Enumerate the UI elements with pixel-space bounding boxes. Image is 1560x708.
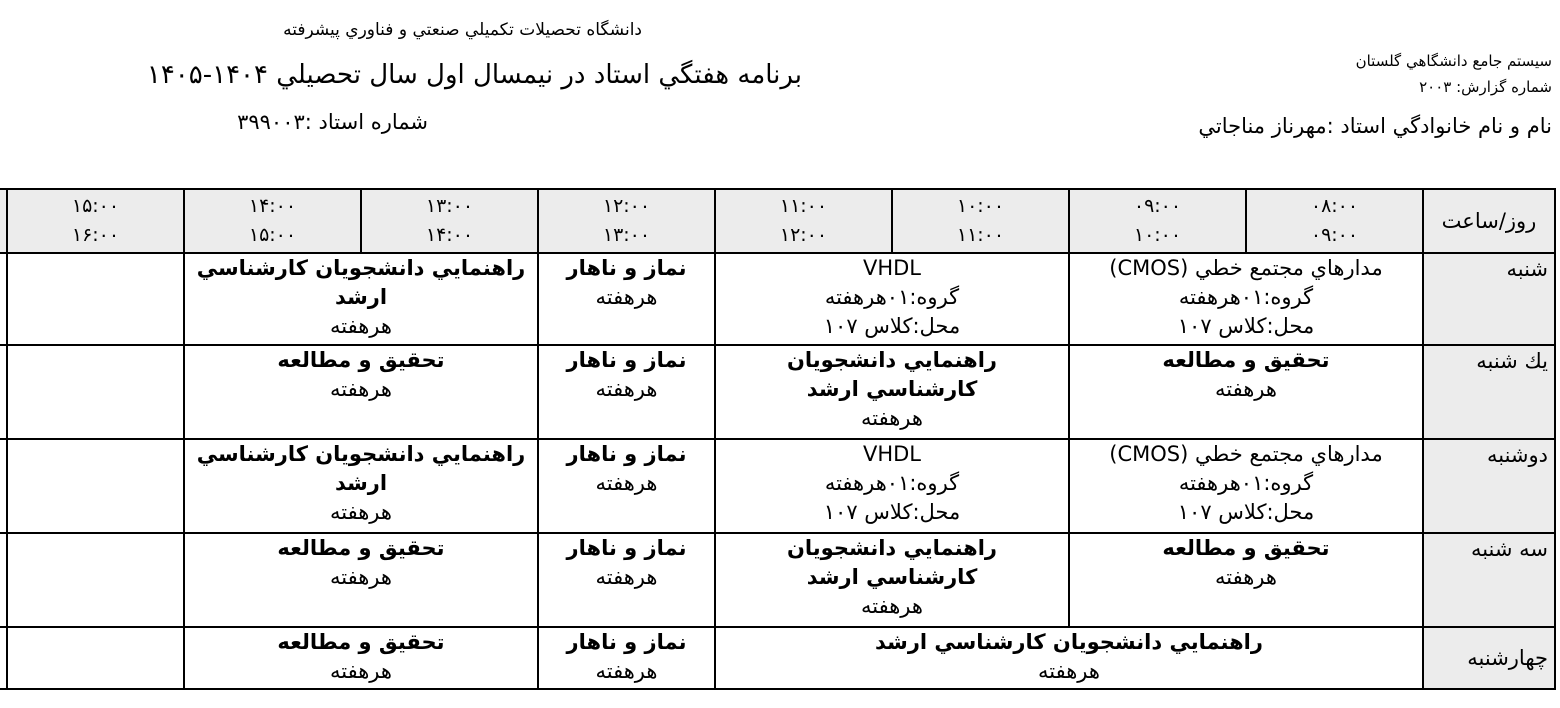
entry-title: راهنمايي دانشجويان كارشناسي	[196, 442, 526, 466]
entry-frequency: هرهفته	[330, 565, 392, 589]
schedule-entry	[184, 533, 538, 627]
slot-start: ۰۸:۰۰	[1310, 195, 1359, 217]
overflow-cell	[0, 627, 7, 689]
entry-frequency: هرهفته	[1215, 377, 1277, 401]
entry-title: تحقيق و مطالعه	[277, 348, 445, 372]
slot-end: ۰۹:۰۰	[1310, 224, 1359, 246]
entry-frequency: هرهفته	[595, 285, 658, 309]
day-row-monday	[0, 439, 1555, 533]
entry-title: نماز و ناهار	[566, 442, 687, 466]
entry-place: محل:كلاس ۱۰۷	[823, 314, 961, 338]
report-title: برنامه هفتگي استاد در نيمسال اول سال تحصيلي ۱۴۰۴-۱۴۰۵	[146, 60, 802, 90]
slot-header	[892, 189, 1069, 253]
slot-header	[538, 189, 715, 253]
entry-frequency: هرهفته	[330, 659, 392, 683]
entry-frequency: هرهفته	[595, 565, 658, 589]
entry-title: راهنمايي دانشجويان	[786, 536, 998, 560]
slot-start: ۰۹:۰۰	[1133, 195, 1182, 217]
entry-title-cont: ارشد	[334, 285, 388, 309]
entry-title: تحقيق و مطالعه	[277, 630, 445, 654]
day-row-sunday	[0, 345, 1555, 439]
empty-cell	[7, 439, 184, 533]
entry-title: مدارهاي مجتمع خطي (CMOS)	[1109, 442, 1383, 466]
entry-title: نماز و ناهار	[566, 630, 687, 654]
day-label: يك شنبه	[1423, 345, 1555, 439]
schedule-entry	[715, 345, 1069, 439]
slot-start: ۱۴:۰۰	[248, 195, 297, 217]
entry-title: راهنمايي دانشجويان	[786, 348, 998, 372]
schedule-entry	[538, 253, 715, 345]
report-number: شماره گزارش: ۲۰۰۳	[1419, 78, 1552, 96]
entry-place: محل:كلاس ۱۰۷	[1177, 500, 1315, 524]
day-time-header: روز/ساعت	[1423, 189, 1555, 253]
schedule-entry	[715, 253, 1069, 345]
day-label: سه شنبه	[1423, 533, 1555, 627]
teacher-name: نام و نام خانوادگي استاد :مهرناز مناجاتي	[1198, 114, 1552, 138]
empty-cell	[7, 627, 184, 689]
schedule-entry	[1069, 345, 1423, 439]
overflow-cell	[0, 253, 7, 345]
slot-header	[715, 189, 892, 253]
schedule-entry	[538, 439, 715, 533]
entry-group: گروه:۰۱هرهفته	[1178, 471, 1314, 495]
entry-frequency: هرهفته	[861, 594, 923, 618]
day-row-saturday	[0, 253, 1555, 345]
slot-end: ۱۵:۰۰	[248, 224, 297, 246]
university-name: دانشگاه تحصيلات تكميلي صنعتي و فناوري پيشرفته	[283, 20, 642, 40]
day-label: دوشنبه	[1423, 439, 1555, 533]
slot-end: ۱۳:۰۰	[602, 224, 651, 246]
overflow-cell	[0, 345, 7, 439]
schedule-entry	[538, 345, 715, 439]
slot-header	[361, 189, 538, 253]
overflow-cell	[0, 439, 7, 533]
schedule-entry	[715, 439, 1069, 533]
schedule-entry	[538, 627, 715, 689]
day-row-wednesday	[0, 627, 1555, 689]
entry-title: راهنمايي دانشجويان كارشناسي ارشد	[875, 630, 1263, 654]
schedule-entry	[184, 253, 538, 345]
overflow-header	[0, 189, 7, 253]
schedule-entry	[184, 345, 538, 439]
slot-start: ۱۳:۰۰	[425, 195, 474, 217]
schedule-entry	[184, 627, 538, 689]
system-name: سيستم جامع دانشگاهي گلستان	[1355, 52, 1552, 70]
slot-end: ۱۲:۰۰	[779, 224, 828, 246]
slot-end: ۱۶:۰۰	[71, 224, 120, 246]
entry-title: نماز و ناهار	[566, 536, 687, 560]
slot-header	[1246, 189, 1423, 253]
slot-start: ۱۱:۰۰	[779, 195, 828, 217]
slot-start: ۱۵:۰۰	[71, 195, 120, 217]
slot-end: ۱۰:۰۰	[1133, 224, 1182, 246]
schedule-entry	[1069, 533, 1423, 627]
time-header-row	[0, 189, 1555, 253]
overflow-cell	[0, 533, 7, 627]
entry-title: تحقيق و مطالعه	[1162, 536, 1330, 560]
slot-start: ۱۰:۰۰	[956, 195, 1005, 217]
schedule-entry	[538, 533, 715, 627]
entry-frequency: هرهفته	[1215, 565, 1277, 589]
empty-cell	[7, 345, 184, 439]
day-row-tuesday	[0, 533, 1555, 627]
slot-end: ۱۴:۰۰	[425, 224, 474, 246]
empty-cell	[7, 533, 184, 627]
entry-title: تحقيق و مطالعه	[277, 536, 445, 560]
entry-group: گروه:۰۱هرهفته	[824, 471, 960, 495]
entry-title: تحقيق و مطالعه	[1162, 348, 1330, 372]
entry-frequency: هرهفته	[1038, 659, 1100, 683]
entry-title-cont: كارشناسي ارشد	[806, 377, 978, 401]
entry-title-cont: كارشناسي ارشد	[806, 565, 978, 589]
entry-title: نماز و ناهار	[566, 348, 687, 372]
entry-title: نماز و ناهار	[566, 256, 687, 280]
schedule-entry	[1069, 253, 1423, 345]
weekly-schedule-table	[0, 188, 1556, 690]
slot-header	[7, 189, 184, 253]
slot-header	[184, 189, 361, 253]
entry-frequency: هرهفته	[861, 406, 923, 430]
entry-frequency: هرهفته	[595, 377, 658, 401]
schedule-entry	[184, 439, 538, 533]
entry-title: مدارهاي مجتمع خطي (CMOS)	[1109, 256, 1383, 280]
entry-place: محل:كلاس ۱۰۷	[1177, 314, 1315, 338]
entry-group: گروه:۰۱هرهفته	[1178, 285, 1314, 309]
slot-end: ۱۱:۰۰	[956, 224, 1005, 246]
entry-title: VHDL	[862, 256, 922, 280]
day-label: چهارشنبه	[1423, 627, 1555, 689]
entry-title-cont: ارشد	[334, 471, 388, 495]
slot-header	[1069, 189, 1246, 253]
entry-frequency: هرهفته	[595, 659, 658, 683]
entry-frequency: هرهفته	[330, 314, 392, 338]
entry-frequency: هرهفته	[330, 500, 392, 524]
slot-start: ۱۲:۰۰	[602, 195, 651, 217]
entry-place: محل:كلاس ۱۰۷	[823, 500, 961, 524]
entry-title: VHDL	[862, 442, 922, 466]
empty-cell	[7, 253, 184, 345]
entry-frequency: هرهفته	[330, 377, 392, 401]
entry-title: راهنمايي دانشجويان كارشناسي	[196, 256, 526, 280]
teacher-number: شماره استاد :۳۹۹۰۰۳	[237, 110, 428, 134]
entry-frequency: هرهفته	[595, 471, 658, 495]
day-label: شنبه	[1423, 253, 1555, 345]
schedule-entry	[715, 533, 1069, 627]
schedule-entry	[715, 627, 1423, 689]
schedule-entry	[1069, 439, 1423, 533]
entry-group: گروه:۰۱هرهفته	[824, 285, 960, 309]
